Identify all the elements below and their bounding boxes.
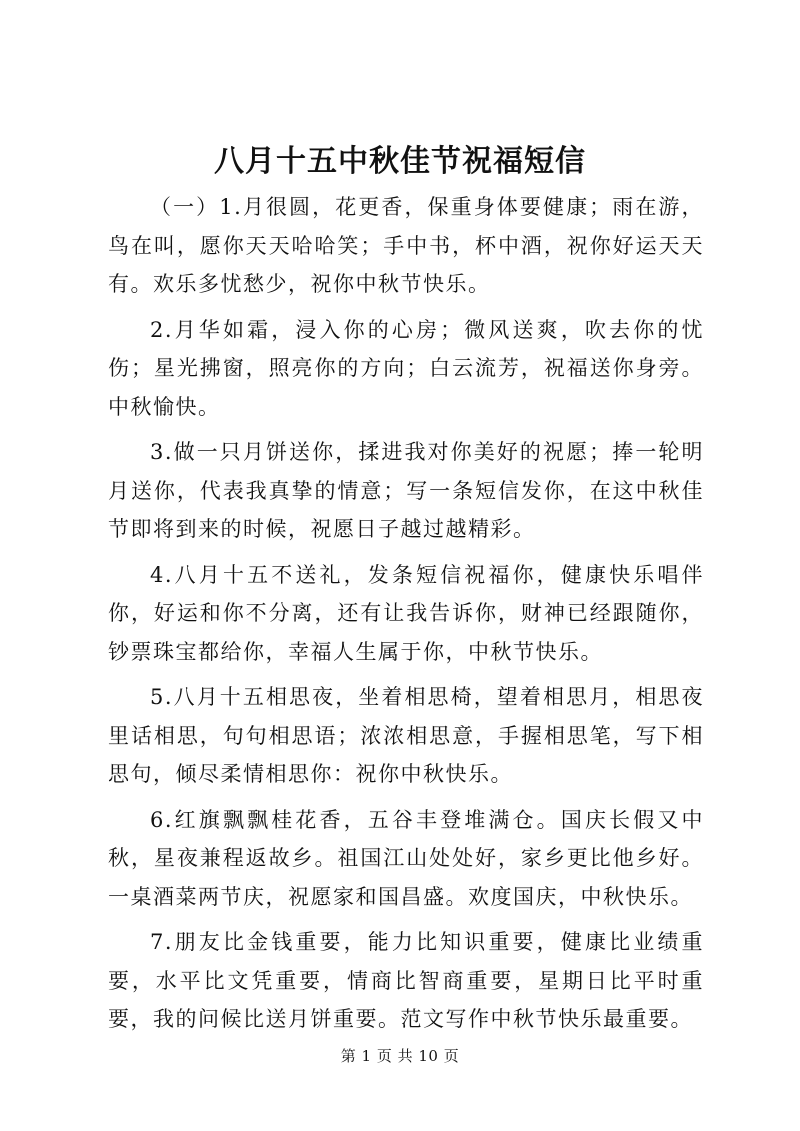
paragraph-1: （一）1.月很圆，花更香，保重身体要健康；雨在游，鸟在叫，愿你天天哈哈笑；手中书，杯中酒，祝你好运天天有。欢乐多忧愁少，祝你中秋节快乐。	[108, 195, 704, 296]
paragraph-3: 3.做一只月饼送你，揉进我对你美好的祝愿；捧一轮明月送你，代表我真挚的情意；写一条短信发你，在这中秋佳节即将到来的时候，祝愿日子越过越精彩。	[108, 440, 704, 541]
paragraph-4: 4.八月十五不送礼，发条短信祝福你，健康快乐唱伴你，好运和你不分离，还有让我告诉你，财神已经跟随你，钞票珠宝都给你，幸福人生属于你，中秋节快乐。	[108, 562, 704, 664]
document-body	[108, 188, 704, 1046]
paragraph-2: 2.月华如霜，浸入你的心房；微风送爽，吹去你的忧伤；星光拂窗，照亮你的方向；白云流芳，祝福送你身旁。中秋愉快。	[108, 317, 704, 419]
paragraph-6: 6.红旗飘飘桂花香，五谷丰登堆满仓。国庆长假又中秋，星夜兼程返故乡。祖国江山处处好，家乡更比他乡好。一桌酒菜两节庆，祝愿家和国昌盛。欢度国庆，中秋快乐。	[108, 807, 704, 909]
page-number-footer: 第 1 页 共 10 页	[340, 1047, 460, 1065]
document-title: 八月十五中秋佳节祝福短信	[214, 144, 586, 179]
paragraph-7: 7.朋友比金钱重要，能力比知识重要，健康比业绩重要，水平比文凭重要，情商比智商重要，星期日比平时重要，我的问候比送月饼重要。范文写作中秋节快乐最重要。	[108, 930, 704, 1031]
paragraph-5: 5.八月十五相思夜，坐着相思椅，望着相思月，相思夜里话相思，句句相思语；浓浓相思意，手握相思笔，写下相思句，倾尽柔情相思你：祝你中秋快乐。	[108, 685, 704, 786]
